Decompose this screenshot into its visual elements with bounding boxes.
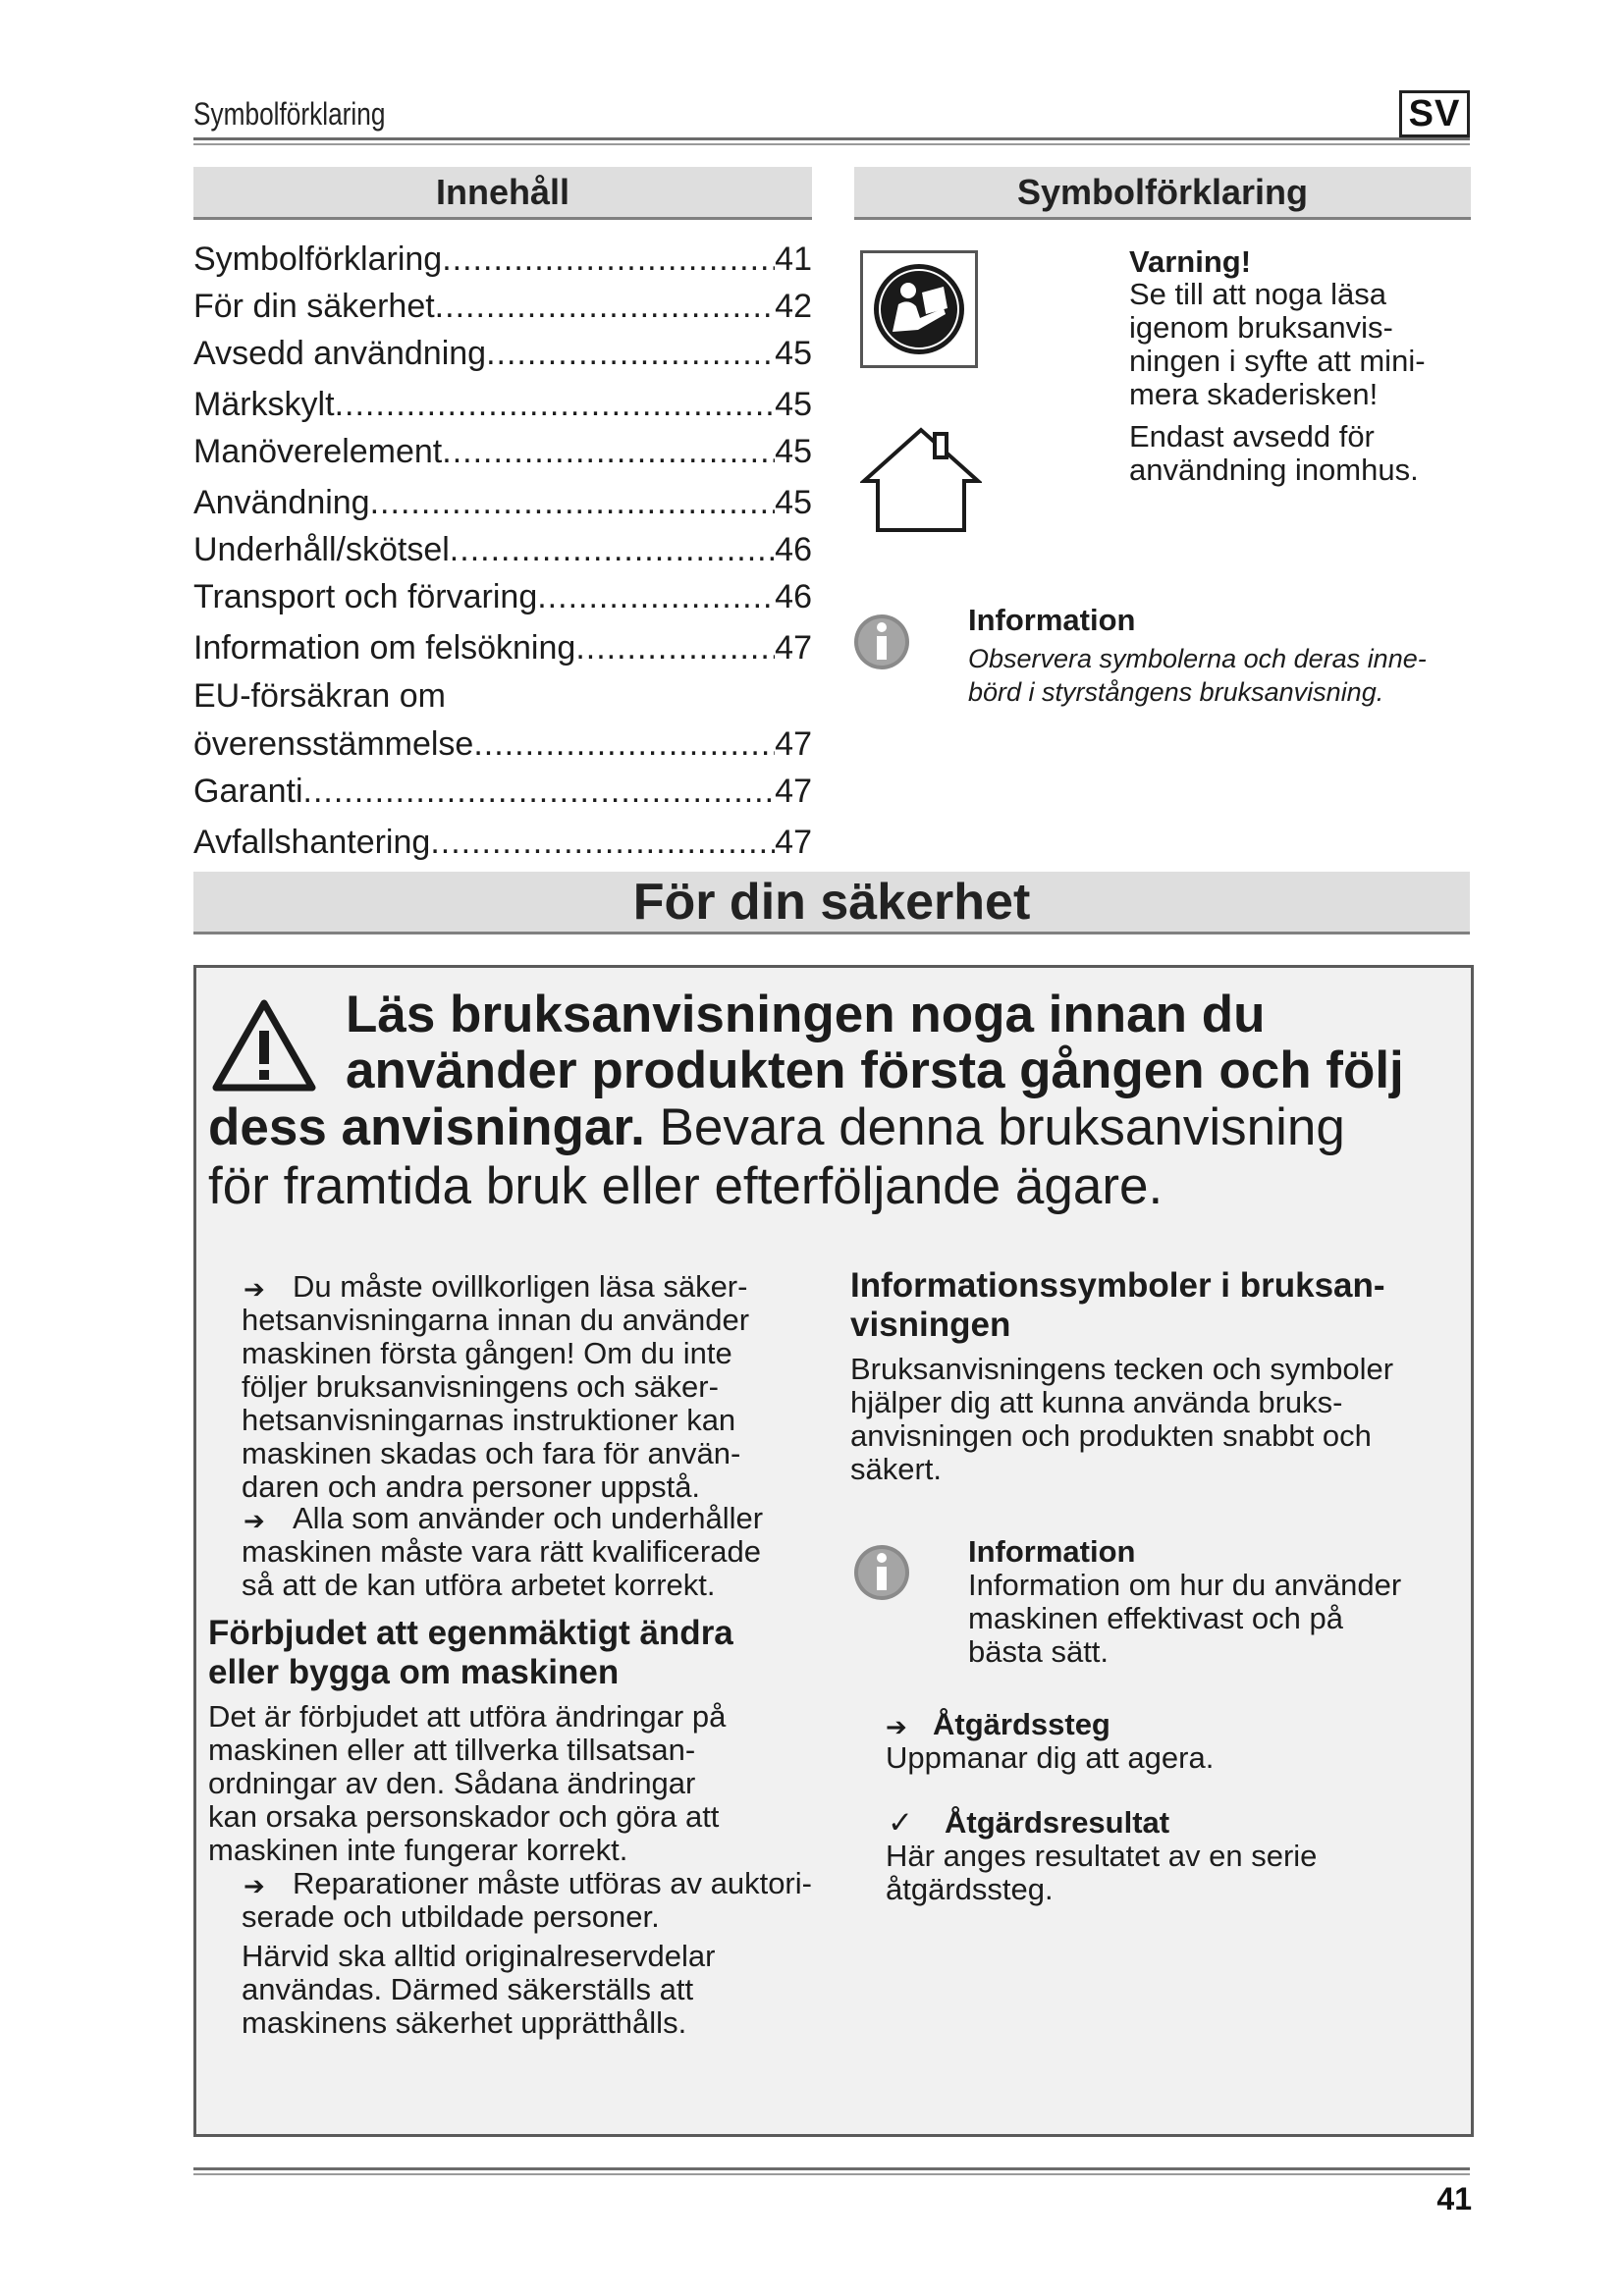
indoor-house-icon	[860, 424, 982, 536]
bullet-line: maskinen skadas och fara för använ-	[242, 1436, 741, 1470]
infosym-heading: visningen	[850, 1306, 1011, 1344]
warning-headline: för framtida bruk eller efterföljande ägare.	[208, 1157, 1164, 1215]
page-header	[193, 90, 1470, 143]
info-icon	[850, 611, 913, 673]
info2-line: maskinen effektivast och på	[968, 1601, 1343, 1635]
result-line: åtgärdssteg.	[886, 1872, 1054, 1906]
toc-entry[interactable]: Information om felsökning ..... 47	[193, 624, 812, 667]
infosym-line: hjälper dig att kunna använda bruks-	[850, 1385, 1343, 1419]
warning-line: mera skaderisken!	[1129, 377, 1379, 411]
bullet-line: Reparationer måste utföras av auktori-	[293, 1866, 812, 1900]
bullet-line: hetsanvisningarna innan du använder	[242, 1303, 750, 1337]
bullet-line: hetsanvisningarnas instruktioner kan	[242, 1403, 736, 1437]
forbid-line: kan orsaka personskador och göra att	[208, 1799, 720, 1834]
symbols-heading: Symbolförklaring	[854, 167, 1471, 220]
step-title: Åtgärdssteg	[933, 1707, 1110, 1741]
toc-entry[interactable]: Avsedd användning ..... 45	[193, 330, 812, 373]
warning-triangle-icon	[210, 997, 318, 1095]
forbid-heading: eller bygga om maskinen	[208, 1653, 620, 1691]
bullet-line: serade och utbildade personer.	[242, 1899, 660, 1934]
arrow-icon: ➔	[886, 1712, 907, 1741]
toc-entry[interactable]: Avfallshantering ..... 47	[193, 819, 812, 862]
bullet-line: Du måste ovillkorligen läsa säker-	[293, 1269, 748, 1304]
info-icon	[850, 1541, 913, 1604]
infosym-line: anvisningen och produkten snabbt och	[850, 1418, 1372, 1453]
footer-rule	[193, 2167, 1470, 2175]
running-title: Symbolförklaring	[193, 96, 386, 132]
toc-entry[interactable]: Märkskylt ..... 45	[193, 381, 812, 424]
infosym-line: Bruksanvisningens tecken och symboler	[850, 1352, 1394, 1386]
info-note: börd i styrstångens bruksanvisning.	[968, 677, 1384, 707]
info-title: Information	[968, 603, 1136, 637]
toc-entry-line[interactable]: EU-försäkran om	[193, 677, 446, 715]
toc-heading: Innehåll	[193, 167, 812, 220]
indoor-line: användning inomhus.	[1129, 453, 1419, 487]
bullet-line: Härvid ska alltid originalreservdelar	[242, 1939, 716, 1973]
safety-heading: För din säkerhet	[193, 872, 1470, 934]
warning-headline: dess anvisningar. Bevara denna bruksanvisning	[208, 1098, 1345, 1156]
bullet-line: Alla som använder och underhåller	[293, 1501, 764, 1535]
info2-title: Information	[968, 1534, 1136, 1569]
read-manual-icon	[863, 253, 975, 365]
forbid-heading: Förbjudet att egenmäktigt ändra	[208, 1614, 733, 1652]
infosym-line: säkert.	[850, 1452, 943, 1486]
arrow-icon: ➔	[244, 1274, 265, 1304]
warning-headline: använder produkten första gången och följ	[346, 1041, 1404, 1099]
check-icon: ✓	[888, 1805, 913, 1840]
toc-entry[interactable]: Underhåll/skötsel ..... 46	[193, 526, 812, 569]
result-line: Här anges resultatet av en serie	[886, 1839, 1318, 1873]
toc-entry[interactable]: Transport och förvaring ..... 46	[193, 573, 812, 616]
bullet-line: daren och andra personer uppstå.	[242, 1469, 701, 1504]
bullet-line: maskinen första gången! Om du inte	[242, 1336, 732, 1370]
arrow-icon: ➔	[244, 1506, 265, 1535]
toc-entry[interactable]: Symbolförklaring ..... 41	[193, 236, 812, 279]
infosym-heading: Informationssymboler i bruksan-	[850, 1266, 1385, 1305]
bullet-line: så att de kan utföra arbetet korrekt.	[242, 1568, 716, 1602]
indoor-line: Endast avsedd för	[1129, 419, 1375, 454]
forbid-line: ordningar av den. Sådana ändringar	[208, 1766, 696, 1800]
forbid-line: maskinen inte fungerar korrekt.	[208, 1833, 628, 1867]
warning-line: igenom bruksanvis-	[1129, 310, 1393, 345]
warning-title: Varning!	[1129, 244, 1252, 279]
warning-line: Se till att noga läsa	[1129, 277, 1386, 311]
toc-entry[interactable]: överensstämmelse ..... 47	[193, 721, 812, 764]
info2-line: bästa sätt.	[968, 1634, 1110, 1669]
toc-entry[interactable]: Användning ..... 45	[193, 479, 812, 522]
header-rule	[193, 137, 1470, 145]
step-text: Uppmanar dig att agera.	[886, 1740, 1215, 1775]
page-number: 41	[1436, 2181, 1472, 2216]
toc-entry[interactable]: För din säkerhet ..... 42	[193, 283, 812, 326]
forbid-line: maskinen eller att tillverka tillsatsan-	[208, 1733, 696, 1767]
info2-line: Information om hur du använder	[968, 1568, 1402, 1602]
result-title: Åtgärdsresultat	[945, 1805, 1170, 1840]
warning-line: ningen i syfte att mini-	[1129, 344, 1426, 378]
toc-entry[interactable]: Manöverelement ..... 45	[193, 428, 812, 471]
info-note: Observera symbolerna och deras inne-	[968, 644, 1427, 673]
language-badge: SV	[1399, 90, 1470, 137]
bullet-line: maskinen måste vara rätt kvalificerade	[242, 1534, 761, 1569]
read-manual-symbol	[860, 250, 978, 368]
warning-headline: Läs bruksanvisningen noga innan du	[346, 986, 1266, 1043]
bullet-line: följer bruksanvisningens och säker-	[242, 1369, 719, 1404]
forbid-line: Det är förbjudet att utföra ändringar på	[208, 1699, 727, 1734]
toc-entry[interactable]: Garanti ..... 47	[193, 768, 812, 811]
bullet-line: maskinens säkerhet upprätthålls.	[242, 2005, 687, 2040]
bullet-line: användas. Därmed säkerställs att	[242, 1972, 694, 2006]
arrow-icon: ➔	[244, 1871, 265, 1900]
